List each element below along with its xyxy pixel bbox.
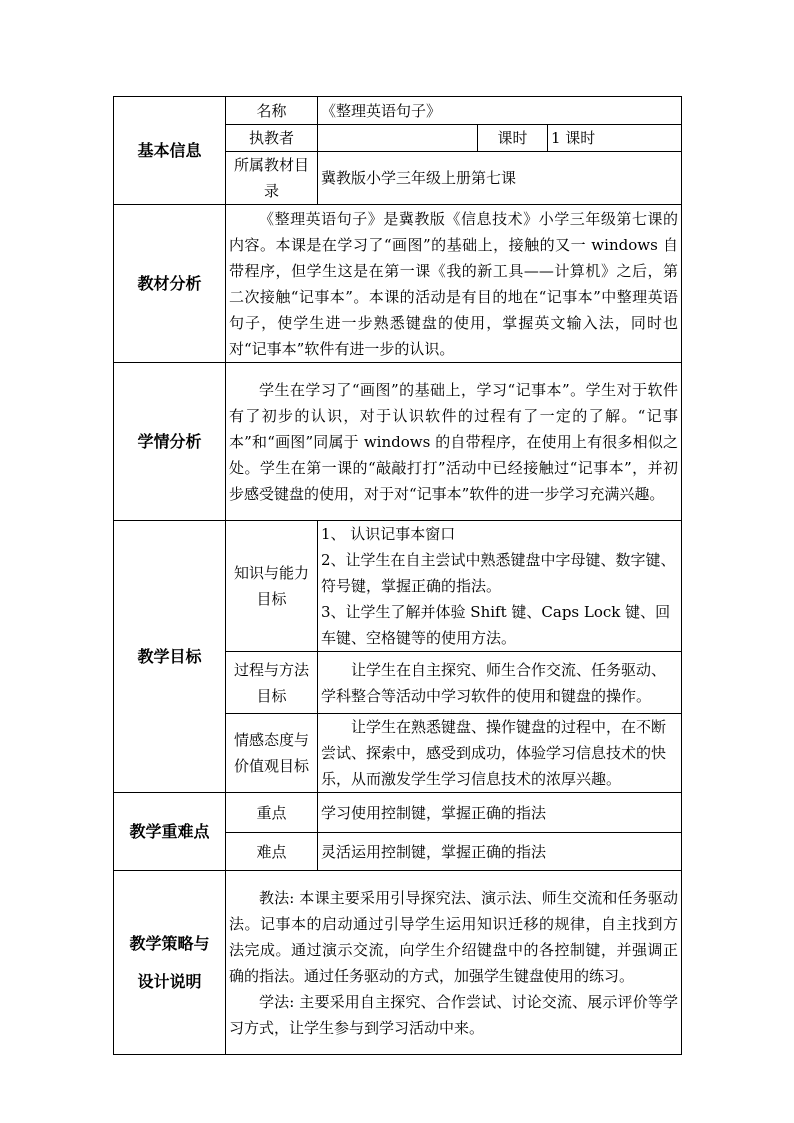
process-goal-cell	[318, 652, 682, 714]
knowledge-goal-label: 知识与能力目标	[226, 521, 318, 652]
process-goal-label: 过程与方法目标	[226, 652, 318, 714]
learning-method-text: 学法: 主要采用自主探究、合作尝试、讨论交流、展示评价等学习方式，让学生参与到学习活动中来。	[229, 992, 679, 1037]
catalog-label: 所属教材目录	[226, 152, 318, 205]
textbook-analysis-text: 《整理英语句子》是冀教版《信息技术》小学三年级第七课的内容。本课是在学习了“画图”的基础上，接触的又一 windows 自带程序，但学生这是在第一课《我的新工具——计算机》之后，第二次接触“记事本”。本课的活动是有目的地在“记事本”中整理英语句子，使学生进一步熟悉键盘的使用，掌握英文输入法，同时也对“记事本”软件有进一步的认识。	[229, 209, 679, 358]
textbook-analysis-section-label: 教材分析	[114, 205, 226, 363]
textbook-analysis-cell	[226, 205, 682, 363]
knowledge-goal-cell	[318, 521, 682, 652]
knowledge-goal-item: 1、 认识记事本窗口	[321, 525, 456, 543]
teacher-value	[318, 125, 478, 152]
difficulty-value: 灵活运用控制键，掌握正确的指法	[318, 833, 682, 871]
focus-label: 重点	[226, 793, 318, 833]
hours-label: 课时	[478, 125, 548, 152]
knowledge-goal-item: 2、让学生在自主尝试中熟悉键盘中字母键、数字键、符号键，掌握正确的指法。	[321, 551, 676, 595]
name-value: 《整理英语句子》	[318, 97, 682, 125]
process-goal-text: 让学生在自主探究、师生合作交流、任务驱动、学科整合等活动中学习软件的使用和键盘的操作。	[321, 660, 667, 705]
teaching-method-text: 教法: 本课主要采用引导探究法、演示法、师生交流和任务驱动法。记事本的启动通过引导学生运用知识迁移的规律，自主找到方法完成。通过演示交流，向学生介绍键盘中的各控制键，并强调正确的指法。通过任务驱动的方式，加强学生键盘使用的练习。	[229, 888, 679, 985]
strategy-cell	[226, 871, 682, 1055]
hours-value: 1 课时	[548, 125, 682, 152]
student-analysis-cell	[226, 363, 682, 521]
student-analysis-section-label: 学情分析	[114, 363, 226, 521]
emotion-goal-cell	[318, 714, 682, 793]
difficulty-label: 难点	[226, 833, 318, 871]
catalog-value: 冀教版小学三年级上册第七课	[318, 152, 682, 205]
knowledge-goal-item: 3、让学生了解并体验 Shift 键、Caps Lock 键、回车键、空格键等的使用方法。	[321, 603, 671, 647]
name-label: 名称	[226, 97, 318, 125]
emotion-goal-label: 情感态度与价值观目标	[226, 714, 318, 793]
lesson-plan-table	[113, 96, 682, 1055]
teaching-goals-section-label: 教学目标	[114, 521, 226, 793]
teacher-label: 执教者	[226, 125, 318, 152]
key-points-section-label: 教学重难点	[114, 793, 226, 871]
emotion-goal-text: 让学生在熟悉键盘、操作键盘的过程中，在不断尝试、探索中，感受到成功，体验学习信息技术的快乐，从而激发学生学习信息技术的浓厚兴趣。	[321, 718, 667, 788]
basic-info-section-label: 基本信息	[114, 97, 226, 205]
student-analysis-text: 学生在学习了“画图”的基础上，学习“记事本”。学生对于软件有了初步的认识，对于认识软件的过程有了一定的了解。“记事本”和“画图”同属于 windows 的自带程序，在使用上有很多相似之处。学生在第一课的“敲敲打打”活动中已经接触过“记事本”，并初步感受键盘的使用，对于对“记事本”软件的进一步学习充满兴趣。	[229, 380, 679, 503]
focus-value: 学习使用控制键，掌握正确的指法	[318, 793, 682, 833]
strategy-section-label: 教学策略与设计说明	[114, 871, 226, 1055]
